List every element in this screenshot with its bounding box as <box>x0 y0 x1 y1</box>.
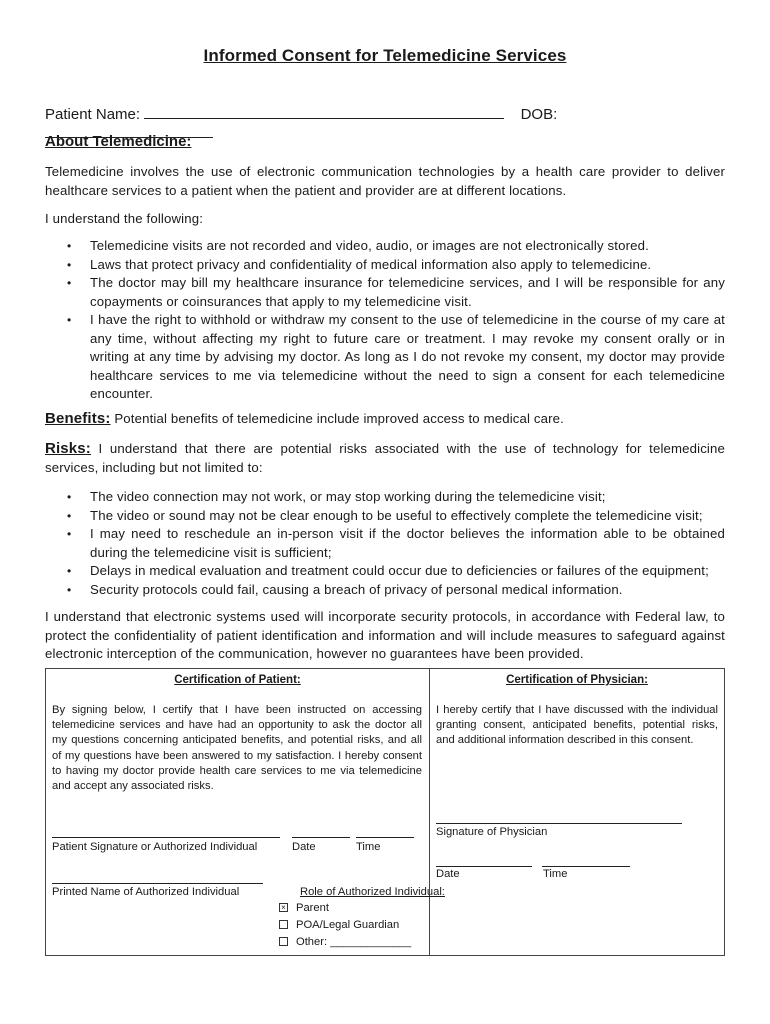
benefits-text: Potential benefits of telemedicine include improved access to medical care. <box>114 411 564 426</box>
about-heading: About Telemedicine: <box>45 133 192 150</box>
list-item: • The video or sound may not be clear enough to be useful to effectively complete the telemedicine visit; <box>45 507 725 526</box>
physician-time-line[interactable] <box>542 866 630 867</box>
role-label: Role of Authorized Individual: <box>300 886 445 898</box>
physician-date-line[interactable] <box>436 866 532 867</box>
patient-time-line[interactable] <box>356 837 414 838</box>
list-item: • I have the right to withhold or withdraw my consent to the use of telemedicine in the course of my care at any time, without affecting my right to future care or treatment. I may revoke my consent orally or in writing at any time by advising my doctor. As long as I do not revoke my consent, my doctor may provide healthcare services to me via telemedicine without the need to sign a consent for each telemedicine encounter. <box>45 311 725 404</box>
dob-label: DOB: <box>520 106 558 123</box>
cert-patient-heading: Certification of Patient: <box>174 674 301 686</box>
cert-patient-text: By signing below, I certify that I have been instructed on accessing telemedicine services and have had an opportunity to ask the doctor all my questions concerning anticipated benefits, and potential risks, and all of my questions have been answered to my satisfaction. I hereby consent to having my doctor provide health care services to me via telemedicine and accept any associated risks. <box>52 704 422 793</box>
patient-date-label: Date <box>292 841 316 853</box>
list-item: • Laws that protect privacy and confidentiality of medical information also apply to telemedicine. <box>45 256 725 275</box>
list-item: • The video connection may not work, or may stop working during the telemedicine visit; <box>45 488 725 507</box>
printed-name-label: Printed Name of Authorized Individual <box>52 886 240 898</box>
risks-heading: Risks: <box>45 440 91 457</box>
cert-physician-text: I hereby certify that I have discussed with the individual granting consent, anticipated benefits, potential risks, and additional information described in this consent. <box>436 704 718 747</box>
benefits-heading: Benefits: <box>45 410 111 427</box>
patient-time-label: Time <box>356 841 381 853</box>
page-title: Informed Consent for Telemedicine Services <box>203 46 567 65</box>
cert-divider <box>429 669 430 955</box>
cert-physician-heading: Certification of Physician: <box>506 674 648 686</box>
role-other-label: Other: _____________ <box>296 936 412 948</box>
physician-time-label: Time <box>543 868 568 880</box>
list-item: • Security protocols could fail, causing a breach of privacy of personal medical information. <box>45 581 725 600</box>
physician-signature-label: Signature of Physician <box>436 826 548 838</box>
patient-date-line[interactable] <box>292 837 350 838</box>
security-paragraph: I understand that electronic systems used will incorporate security protocols, in accordance with Federal law, to protect the confidentiality of patient identification and information and will include measures to safeguard against electronic interception of the communication, however no guarantees have been provided. <box>45 609 725 661</box>
about-intro: Telemedicine involves the use of electronic communication technologies by a health care provider to deliver healthcare services to a patient when the patient and provider are at different locations. <box>45 164 725 198</box>
role-other-checkbox[interactable] <box>279 937 288 946</box>
patient-signature-line[interactable] <box>52 837 280 838</box>
physician-signature-line[interactable] <box>436 823 682 824</box>
role-poa-checkbox[interactable] <box>279 920 288 929</box>
risks-paragraph <box>45 440 725 477</box>
risks-text: I understand that there are potential risks associated with the use of technology for telemedicine services, including but not limited to: <box>45 441 725 475</box>
list-item: • The doctor may bill my healthcare insurance for telemedicine services, and I will be responsible for any copayments or coinsurances that apply to my telemedicine visit. <box>45 274 725 311</box>
patient-name-field[interactable] <box>144 104 504 119</box>
understand-label: I understand the following: <box>45 211 204 226</box>
certification-box <box>45 668 725 956</box>
risks-list <box>45 488 725 599</box>
physician-date-label: Date <box>436 868 460 880</box>
role-parent-checkbox[interactable]: × <box>279 903 288 912</box>
list-item: • Telemedicine visits are not recorded and video, audio, or images are not electronically stored. <box>45 237 725 256</box>
list-item: • Delays in medical evaluation and treatment could occur due to deficiencies or failures of the equipment; <box>45 562 725 581</box>
role-poa-label: POA/Legal Guardian <box>296 919 400 931</box>
patient-signature-label: Patient Signature or Authorized Individual <box>52 841 258 853</box>
benefits-paragraph <box>45 410 725 429</box>
printed-name-line[interactable] <box>52 883 263 884</box>
list-item: • I may need to reschedule an in-person visit if the doctor believes the information able to be obtained during the telemedicine visit is sufficient; <box>45 525 725 562</box>
role-parent-label: Parent <box>296 902 329 914</box>
patient-name-label: Patient Name: <box>45 106 141 123</box>
about-list <box>45 237 725 404</box>
